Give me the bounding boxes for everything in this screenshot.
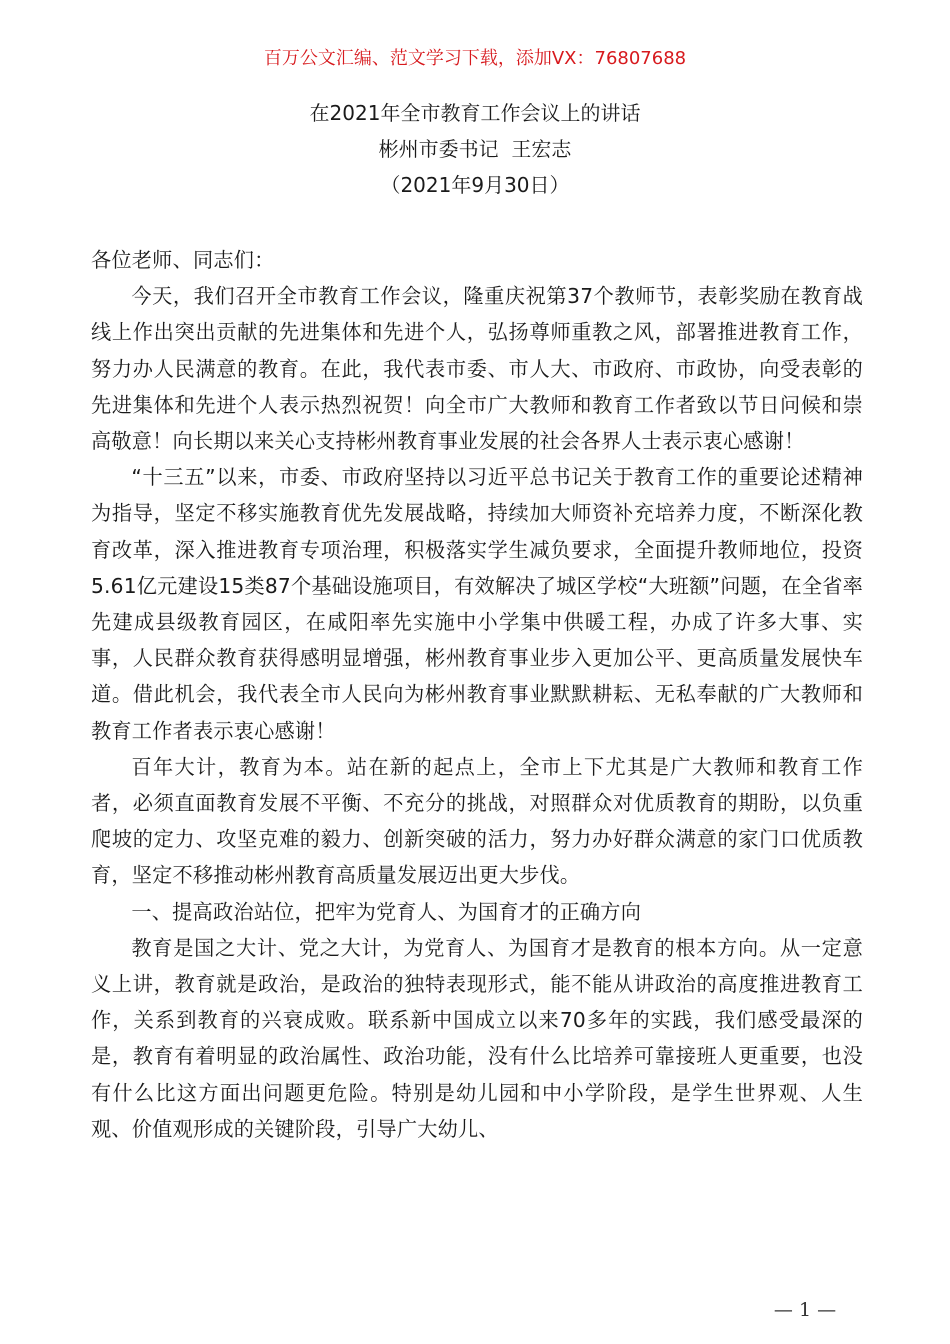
document-title: 在2021年全市教育工作会议上的讲话	[309, 101, 641, 125]
salutation: 各位老师、同志们：	[91, 248, 275, 272]
page-number: — 1 —	[773, 1299, 837, 1321]
paragraph: “十三五”以来，市委、市政府坚持以习近平总书记关于教育工作的重要论述精神为指导，坚定不移实施教育优先发展战略，持续加大师资补充培养力度，不断深化教育改革，深入推进教育专项治理，积极落实学生减负要求，全面提升教师地位，投资5.61亿元建设15类87个基础设施项目，有效解决了城区学校“大班额”问题，在全省率先建成县级教育园区，在咸阳率先实施中小学集中供暖工程，办成了许多大事、实事，人民群众教育获得感明显增强，彬州教育事业步入更加公平、更高质量发展快车道。借此机会，我代表全市人民向为彬州教育事业默默耕耘、无私奉献的广大教师和教育工作者表示衷心感谢！	[91, 465, 863, 743]
watermark-banner: 百万公文汇编、范文学习下载，添加VX：76807688	[263, 48, 687, 69]
document-header	[0, 98, 950, 206]
paragraph: 今天，我们召开全市教育工作会议，隆重庆祝第37个教师节，表彰奖励在教育战线上作出突出贡献的先进集体和先进个人，弘扬尊师重教之风，部署推进教育工作，努力办人民满意的教育。在此，我代表市委、市人大、市政府、市政协，向受表彰的先进集体和先进个人表示热烈祝贺！向全市广大教师和教育工作者致以节日问候和崇高敬意！向长期以来关心支持彬州教育事业发展的社会各界人士表示衷心感谢！	[91, 284, 863, 454]
speech-body	[91, 242, 863, 1147]
section-heading: 一、提高政治站位，把牢为党育人、为国育才的正确方向	[131, 899, 642, 924]
paragraph: 百年大计，教育为本。站在新的起点上，全市上下尤其是广大教师和教育工作者，必须直面教育发展不平衡、不充分的挑战，对照群众对优质教育的期盼，以负重爬坡的定力、攻坚克难的毅力、创新突破的活力，努力办好群众满意的家门口优质教育，坚定不移推动彬州教育高质量发展迈出更大步伐。	[91, 754, 863, 888]
speech-date: （2021年9月30日）	[380, 173, 570, 197]
paragraph: 教育是国之大计、党之大计，为党育人、为国育才是教育的根本方向。从一定意义上讲，教育就是政治，是政治的独特表现形式，能不能从讲政治的高度推进教育工作，关系到教育的兴衰成败。联系新中国成立以来70多年的实践，我们感受最深的是，教育有着明显的政治属性、政治功能，没有什么比培养可靠接班人更重要，也没有什么比这方面出问题更危险。特别是幼儿园和中小学阶段，是学生世界观、人生观、价值观形成的关键阶段，引导广大幼儿、	[91, 935, 863, 1141]
speaker-line: 彬州市委书记 王宏志	[378, 137, 572, 161]
